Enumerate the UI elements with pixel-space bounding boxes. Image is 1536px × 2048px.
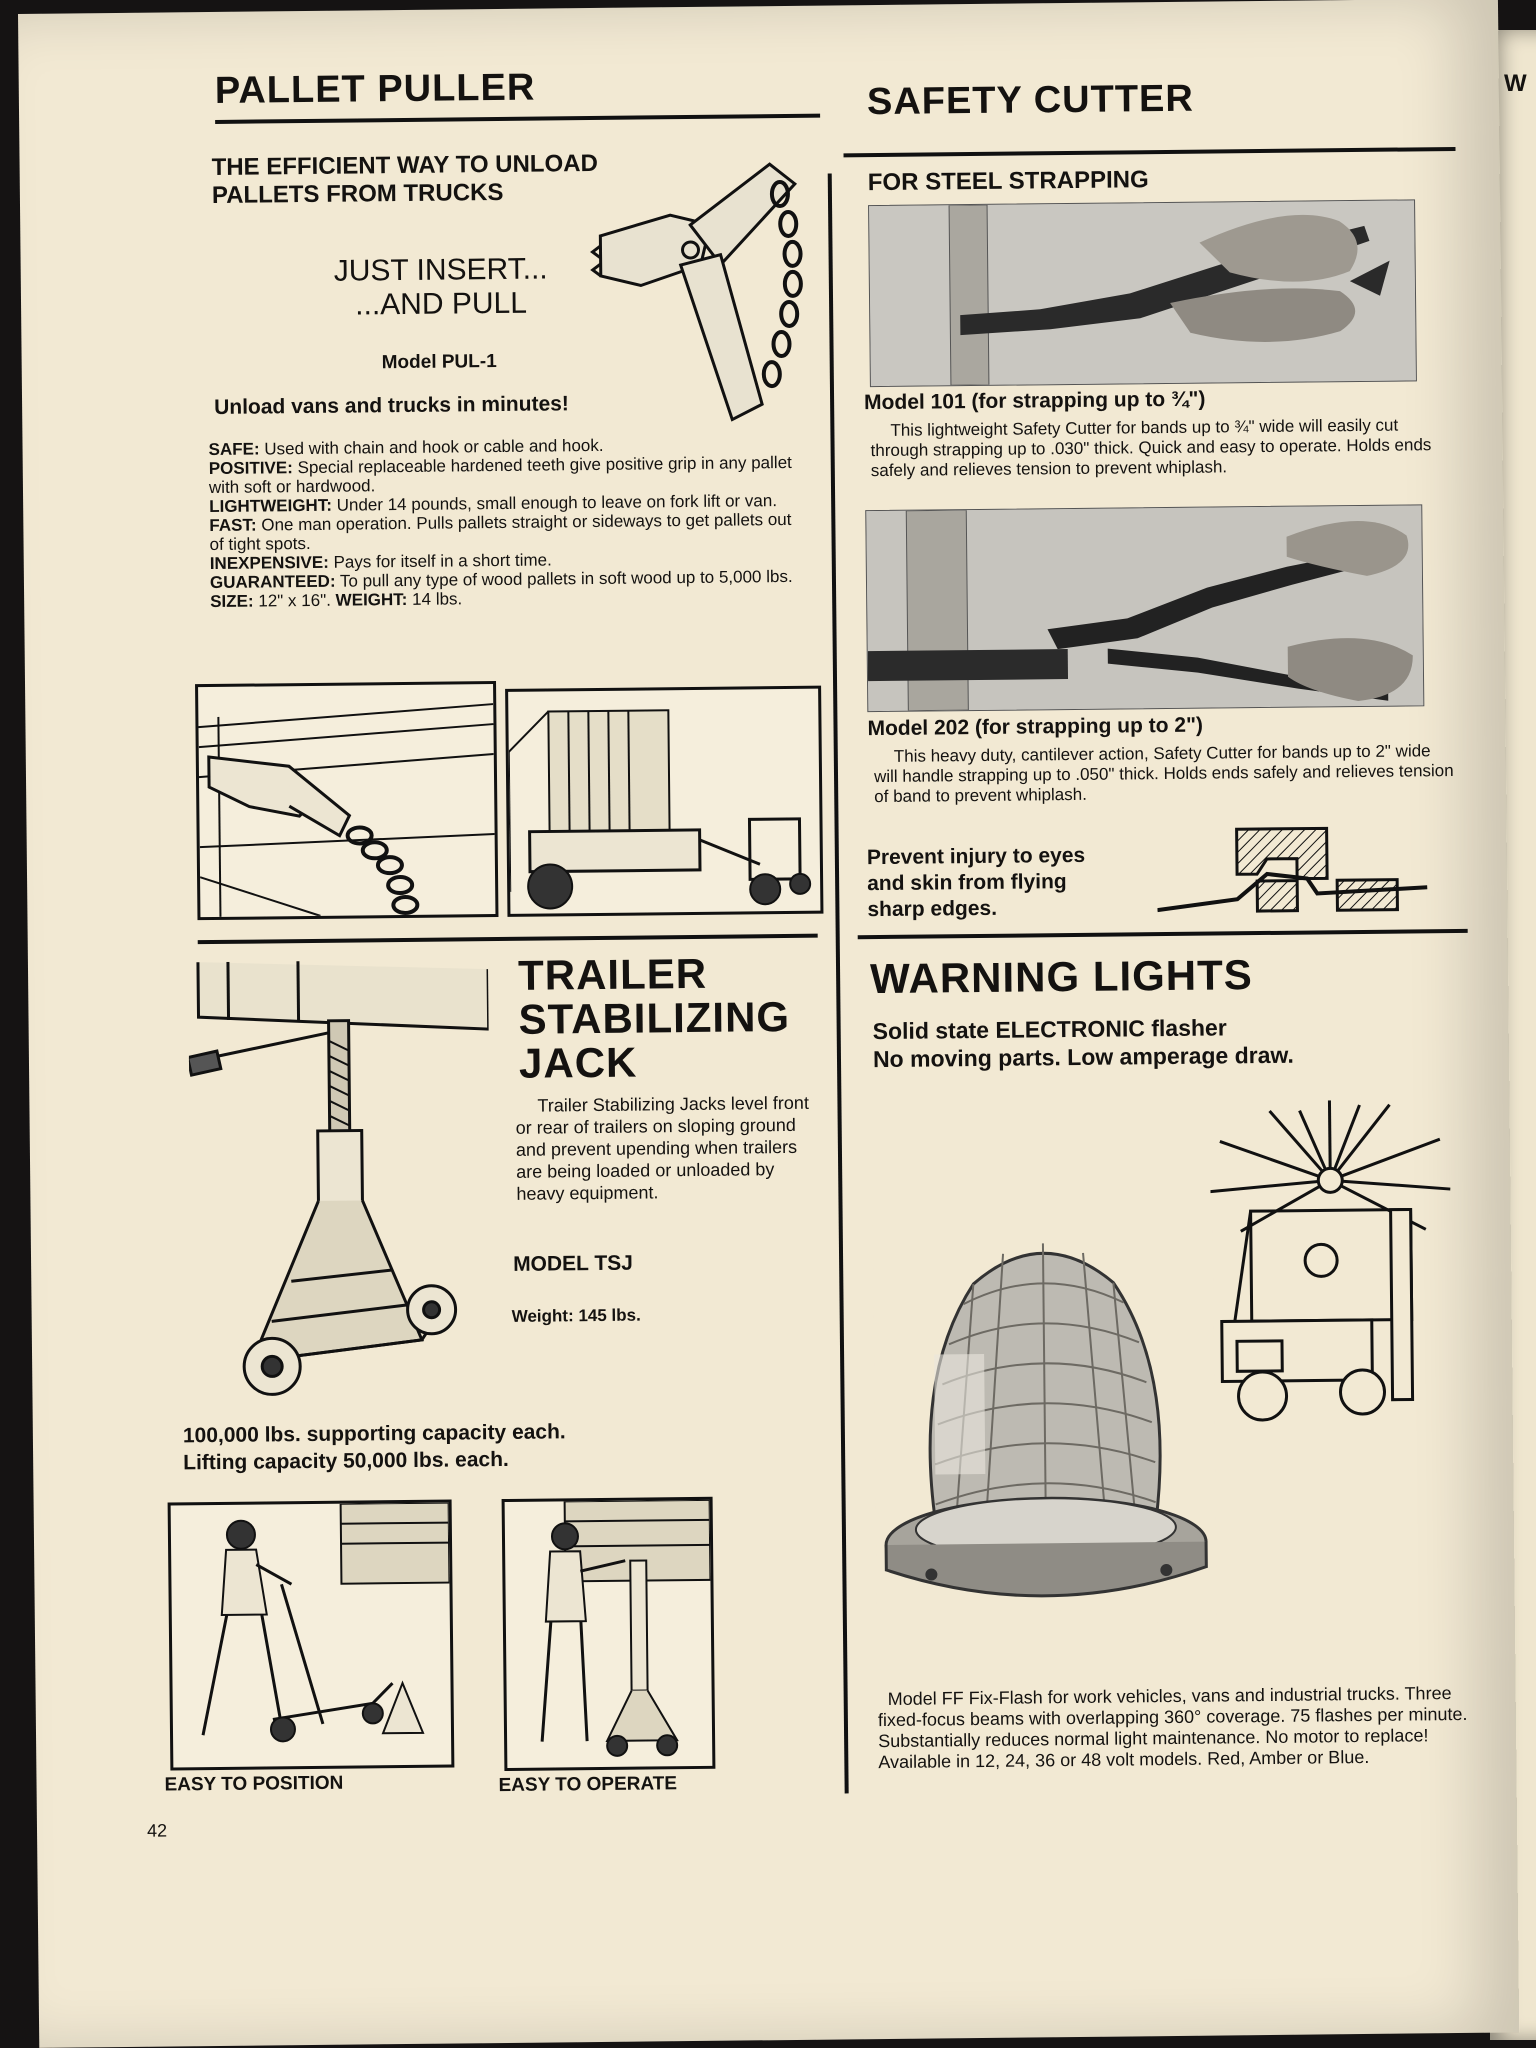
weight-value: 14 lbs. bbox=[407, 589, 463, 609]
trailer-jack-description: Trailer Stabilizing Jacks level front or rear of trailers on sloping ground and prevent upending when trailers are being loaded or unloaded by heavy equipment. bbox=[515, 1092, 809, 1204]
weight-label: WEIGHT: bbox=[335, 589, 408, 610]
trailer-jack-weight: Weight: 145 lbs. bbox=[511, 1305, 641, 1326]
spec-text: Under 14 pounds, small enough to leave on fork lift or van. bbox=[331, 491, 778, 515]
pallet-section-bottom-rule bbox=[198, 934, 818, 944]
safety-cutter-rule bbox=[844, 147, 1456, 157]
pull-line: ...AND PULL bbox=[355, 286, 528, 322]
spec-label: LIGHTWEIGHT: bbox=[209, 495, 333, 517]
tagline-line: PALLETS FROM TRUCKS bbox=[211, 178, 504, 209]
pallet-puller-illustration bbox=[580, 154, 833, 457]
tagline-line: THE EFFICIENT WAY TO UNLOAD bbox=[211, 149, 598, 181]
safety-cutter-bottom-rule bbox=[858, 929, 1468, 939]
forklift-warning-light-drawing bbox=[1209, 1099, 1452, 1431]
prevent-line: Prevent injury to eyes bbox=[866, 843, 1086, 870]
column-divider bbox=[828, 173, 849, 1793]
model-101-heading: Model 101 (for strapping up to ¾") bbox=[863, 387, 1206, 415]
subtitle-line: Solid state ELECTRONIC flasher bbox=[872, 1014, 1227, 1045]
pallet-puller-usage-drawing-1 bbox=[195, 681, 498, 920]
pallet-puller-specs bbox=[208, 434, 810, 611]
trailer-jack-model: MODEL TSJ bbox=[513, 1251, 634, 1276]
insert-line: JUST INSERT... bbox=[333, 252, 548, 288]
model-202-photo bbox=[865, 504, 1424, 712]
spec-label: POSITIVE: bbox=[208, 458, 293, 479]
spec-text: Used with chain and hook or cable and hook. bbox=[259, 435, 604, 459]
title-line: TRAILER bbox=[517, 949, 708, 999]
warning-light-photo bbox=[873, 1222, 1217, 1626]
model-202-text: This heavy duty, cantilever action, Safety Cutter for bands up to 2" wide will handle strapping up to .050" thick. Holds ends safely and relieves tension of band to prevent whiplash. bbox=[873, 741, 1454, 807]
size-label: SIZE: bbox=[210, 591, 254, 612]
spec-label: SAFE: bbox=[208, 439, 260, 460]
cutter-jaw-diagram bbox=[1157, 817, 1438, 920]
safety-cutter-prevent-note bbox=[867, 843, 1086, 923]
spec-text: To pull any type of wood pallets in soft wood up to 5,000 lbs. bbox=[335, 566, 793, 591]
warning-lights-title: WARNING LIGHTS bbox=[869, 951, 1254, 1003]
subtitle-line: No moving parts. Low amperage draw. bbox=[872, 1041, 1295, 1073]
pallet-puller-usage-drawing-2 bbox=[505, 686, 823, 917]
safety-cutter-subtitle: FOR STEEL STRAPPING bbox=[867, 166, 1149, 197]
warning-lights-subtitle bbox=[873, 1013, 1294, 1073]
trailer-jack-title bbox=[518, 951, 791, 1086]
pallet-puller-model: Model PUL-1 bbox=[381, 351, 497, 374]
title-line: JACK bbox=[518, 1038, 638, 1087]
caption-easy-to-position: EASY TO POSITION bbox=[164, 1772, 344, 1796]
trailer-jack-illustration bbox=[188, 959, 493, 1402]
spec-text: Special replaceable hardened teeth give positive grip in any pallet with soft or hardwood. bbox=[208, 452, 792, 498]
prevent-line: sharp edges. bbox=[867, 896, 998, 922]
warning-lights-description: Model FF Fix-Flash for work vehicles, vans and industrial trucks. Three fixed-focus beams with overlapping 360° coverage. 75 flashes per minute. Substantially reduces normal light maintenance. No motor to replace! Available in 12, 24, 36 or 48 volt models. Red, Amber or Blue. bbox=[877, 1683, 1468, 1773]
safety-cutter-title: SAFETY CUTTER bbox=[866, 77, 1195, 124]
pallet-puller-lead: Unload vans and trucks in minutes! bbox=[214, 392, 569, 419]
spec-label: FAST: bbox=[209, 515, 257, 536]
spec-item bbox=[209, 510, 809, 554]
pallet-puller-rule bbox=[215, 114, 820, 124]
easy-to-operate-drawing bbox=[502, 1497, 716, 1771]
spec-text: One man operation. Pulls pallets straight or sideways to get pallets out of tight spots. bbox=[209, 509, 792, 555]
easy-to-position-drawing bbox=[168, 1500, 455, 1771]
spec-item bbox=[209, 453, 809, 497]
spec-label: INEXPENSIVE: bbox=[209, 552, 329, 574]
spec-label: GUARANTEED: bbox=[209, 571, 336, 593]
capacity-line: Lifting capacity 50,000 lbs. each. bbox=[183, 1447, 509, 1475]
adjacent-page-edge: W bbox=[1490, 30, 1536, 2040]
capacity-line: 100,000 lbs. supporting capacity each. bbox=[182, 1420, 566, 1448]
trailer-jack-capacity bbox=[183, 1418, 566, 1476]
model-101-photo bbox=[868, 199, 1417, 387]
spec-text: Pays for itself in a short time. bbox=[328, 550, 552, 572]
size-value: 12" x 16". bbox=[253, 590, 336, 611]
page-number: 42 bbox=[146, 1820, 168, 1841]
model-101-text: This lightweight Safety Cutter for bands up to ¾" wide will easily cut through strapping up to .030" thick. Quick and easy to operate. Holds ends safely and relieves tension to prevent whiplash. bbox=[870, 415, 1432, 481]
title-line: STABILIZING bbox=[518, 992, 791, 1043]
model-202-heading: Model 202 (for strapping up to 2") bbox=[867, 713, 1204, 741]
prevent-line: and skin from flying bbox=[867, 870, 1067, 896]
pallet-puller-title: PALLET PULLER bbox=[214, 66, 536, 112]
caption-easy-to-operate: EASY TO OPERATE bbox=[498, 1773, 678, 1797]
catalog-page bbox=[18, 0, 1519, 2048]
insert-and-pull bbox=[321, 252, 562, 323]
